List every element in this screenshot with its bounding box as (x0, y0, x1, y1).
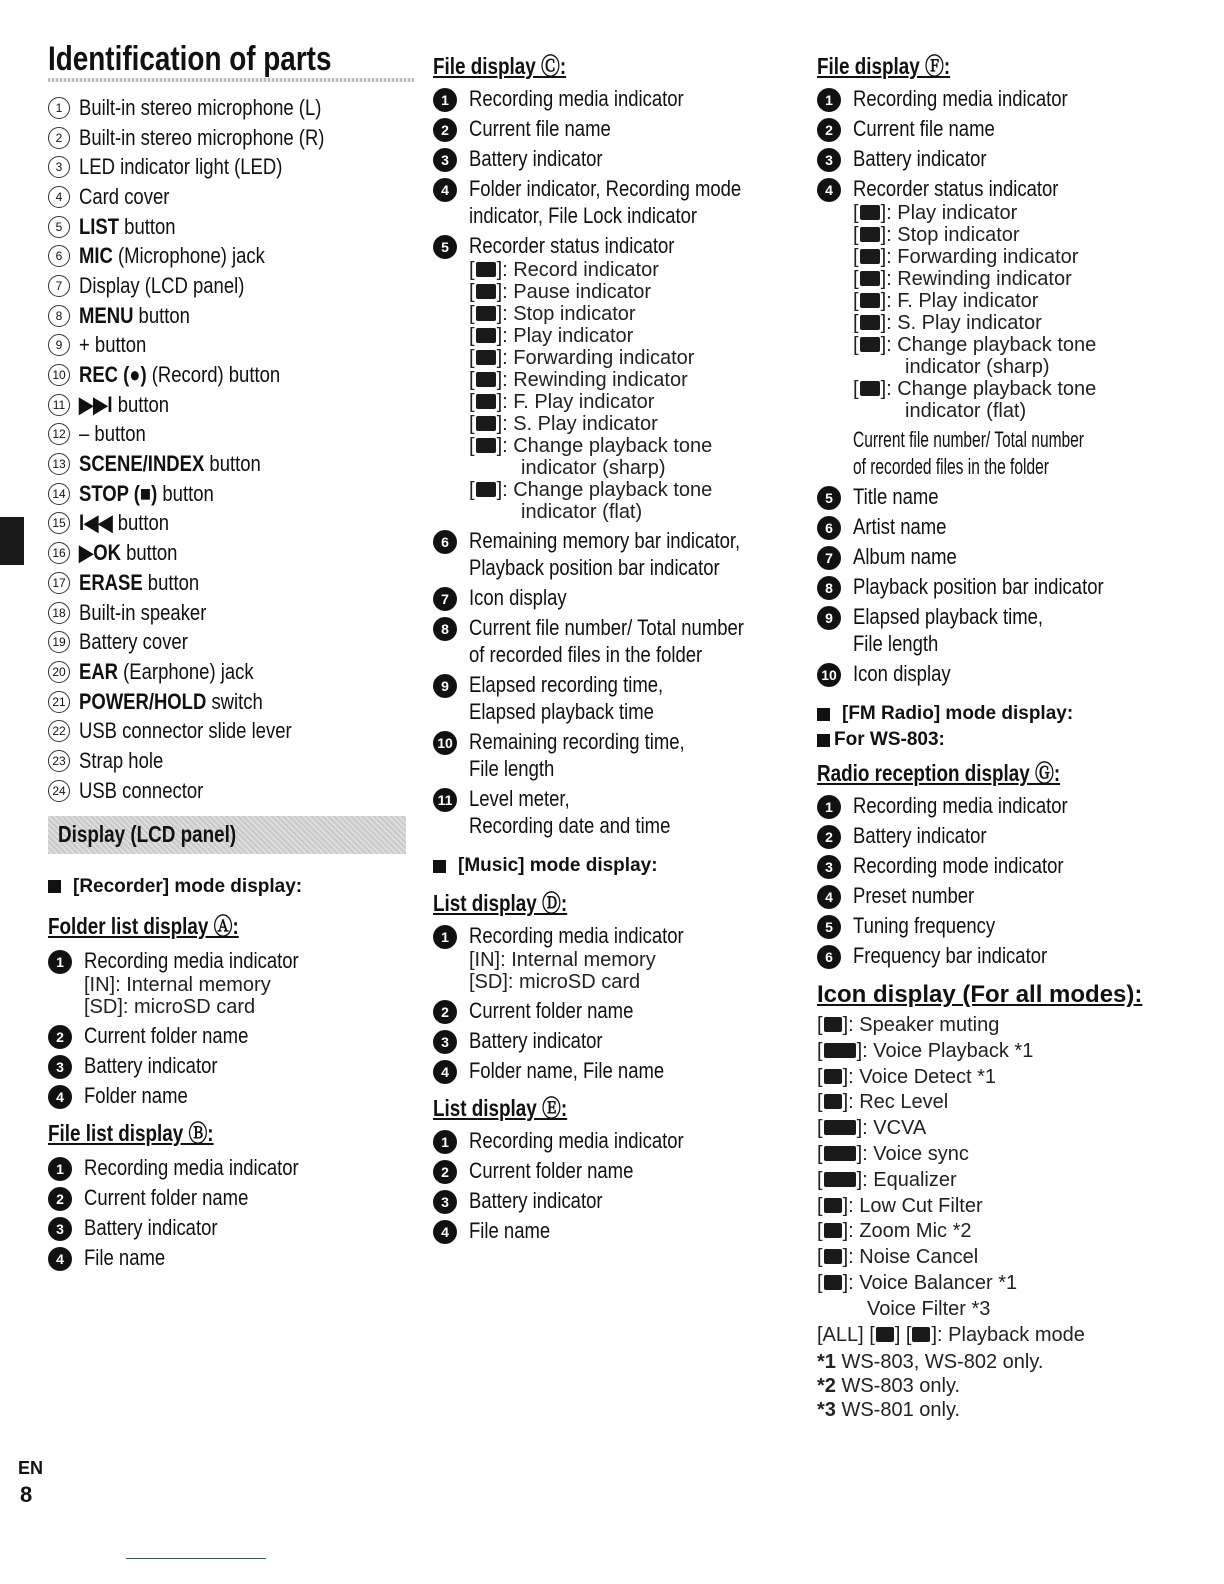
part-number-icon: 22 (48, 720, 70, 742)
part-number-icon: 15 (48, 512, 70, 534)
zoom-mic-icon (824, 1223, 842, 1238)
slow-play-icon (476, 416, 496, 431)
status-line: indicator (flat) (521, 501, 643, 523)
status-line: indicator (sharp) (521, 457, 666, 479)
part-item (48, 479, 414, 509)
status-line: indicator (sharp) (905, 356, 1050, 378)
low-cut-filter-icon (824, 1198, 842, 1213)
part-number-icon: 16 (48, 542, 70, 564)
part-item (48, 182, 414, 212)
file-display-f-items (817, 85, 1187, 687)
part-number-icon: 6 (48, 245, 70, 267)
part-item (48, 360, 414, 390)
list-item: 4 Recorder status indicator (817, 175, 1187, 202)
list-item: 4 File name (433, 1217, 793, 1244)
square-bullet-icon (817, 734, 830, 747)
section-tab-marker (0, 517, 24, 565)
list-item: 7 Album name (817, 543, 1187, 570)
rewind-icon (860, 271, 880, 286)
part-item (48, 776, 414, 806)
status-line: [ ]: Play indicator (853, 202, 1018, 224)
number-badge-icon: 6 (817, 945, 841, 969)
list-item: 1 Recording media indicator (433, 1127, 793, 1154)
page-number: 8 (20, 1482, 33, 1507)
part-item (48, 538, 414, 568)
list-item: 4 Folder indicator, Recording mode indicator, File Lock indicator (433, 175, 793, 229)
part-number-icon: 11 (48, 394, 70, 416)
fast-play-icon (860, 293, 880, 308)
icon-line: [ALL] [ ] [ ]: Playback mode (817, 1323, 1085, 1346)
list-item: 4 Preset number (817, 882, 1187, 909)
number-badge-icon: 8 (433, 617, 457, 641)
list-item: 1 Recording media indicator (433, 85, 793, 112)
list-item: 4 Folder name (48, 1082, 414, 1109)
media-indicator-line: [SD]: microSD card (469, 971, 641, 993)
part-number-icon: 21 (48, 691, 70, 713)
part-item (48, 657, 414, 687)
status-line: [ ]: Rewinding indicator (469, 369, 688, 391)
page-title: Identification of parts (48, 40, 414, 79)
status-line: [ ]: Stop indicator (469, 303, 636, 325)
status-line: [ ]: Change playback tone (469, 479, 713, 501)
part-label: Card cover (79, 183, 170, 209)
part-number-icon: 2 (48, 127, 70, 149)
vcva-icon (824, 1120, 856, 1135)
part-item (48, 301, 414, 331)
speaker-mute-icon (824, 1017, 842, 1032)
footer-line (126, 1558, 266, 1559)
footnote: *1 WS-803, WS-802 only. (817, 1351, 1044, 1374)
number-badge-icon: 2 (433, 1160, 457, 1184)
list-item: 3 Battery indicator (48, 1214, 414, 1241)
part-item (48, 509, 414, 539)
status-line: [ ]: Change playback tone (469, 435, 713, 457)
part-number-icon: 1 (48, 97, 70, 119)
number-badge-icon: 3 (433, 1030, 457, 1054)
list-item: 7 Icon display (433, 584, 793, 611)
part-number-icon: 14 (48, 483, 70, 505)
part-item (48, 152, 414, 182)
voice-sync-icon (824, 1146, 856, 1161)
icon-line: [ ]: Voice sync (817, 1142, 969, 1165)
part-item (48, 627, 414, 657)
tone-flat-icon (860, 381, 880, 396)
file-number-note: Current file number/ Total number of recorded files in the folder (853, 427, 1084, 479)
rewind-icon (476, 372, 496, 387)
radio-display-items (817, 792, 1187, 969)
folder-list-items (48, 947, 414, 1109)
part-number-icon: 5 (48, 216, 70, 238)
icon-line: [ ]: Zoom Mic *2 (817, 1220, 972, 1243)
column-right (817, 48, 1187, 1422)
number-badge-icon: 1 (48, 1157, 72, 1181)
status-line: indicator (flat) (905, 400, 1027, 422)
repeat-icon (876, 1327, 894, 1342)
part-label: MIC (Microphone) jack (79, 243, 265, 269)
status-line: [ ]: Stop indicator (853, 224, 1020, 246)
part-number-icon: 10 (48, 364, 70, 386)
square-bullet-icon (48, 880, 61, 893)
part-label: STOP (■) button (79, 480, 214, 506)
number-badge-icon: 4 (48, 1085, 72, 1109)
part-number-icon: 4 (48, 186, 70, 208)
number-badge-icon: 3 (48, 1055, 72, 1079)
icon-line: [ ]: Noise Cancel (817, 1246, 979, 1269)
part-label: ERASE button (79, 569, 200, 595)
part-label: USB connector slide lever (79, 718, 292, 744)
number-badge-icon: 9 (817, 606, 841, 630)
radio-display-title: Radio reception display Ⓖ: (817, 760, 1061, 786)
fast-play-icon (476, 394, 496, 409)
list-item: 1 Recording media indicator (817, 792, 1187, 819)
list-item: 2 Battery indicator (817, 822, 1187, 849)
voice-detect-icon (824, 1069, 842, 1084)
icon-line: [ ]: Rec Level (817, 1091, 949, 1114)
number-badge-icon: 4 (817, 885, 841, 909)
number-badge-icon: 3 (433, 148, 457, 172)
status-line: [ ]: F. Play indicator (469, 391, 655, 413)
number-badge-icon: 2 (817, 118, 841, 142)
part-label: Strap hole (79, 747, 164, 773)
number-badge-icon: 7 (433, 587, 457, 611)
column-left (48, 40, 414, 1271)
recorder-mode-heading: [Recorder] mode display: (48, 876, 414, 898)
list-item: 8 Playback position bar indicator (817, 573, 1187, 600)
status-line: [ ]: Play indicator (469, 325, 634, 347)
part-label: Built-in speaker (79, 599, 207, 625)
part-label: SCENE/INDEX button (79, 451, 261, 477)
list-display-d-items (433, 922, 793, 1084)
number-badge-icon: 11 (433, 788, 457, 812)
record-icon (476, 262, 496, 277)
media-indicator-line: [IN]: Internal memory (469, 949, 656, 971)
list-item: 3 Battery indicator (433, 1187, 793, 1214)
icon-line: Voice Filter *3 (867, 1297, 991, 1320)
number-badge-icon: 9 (433, 674, 457, 698)
number-badge-icon: 1 (48, 950, 72, 974)
number-badge-icon: 4 (433, 178, 457, 202)
part-number-icon: 23 (48, 750, 70, 772)
list-item: 1 Recording media indicator (433, 922, 793, 949)
file-list-items (48, 1154, 414, 1271)
icon-display-title: Icon display (For all modes): (817, 981, 1143, 1008)
part-number-icon: 20 (48, 661, 70, 683)
list-item: 2 Current folder name (48, 1022, 414, 1049)
status-line: [ ]: S. Play indicator (853, 312, 1042, 334)
number-badge-icon: 3 (433, 1190, 457, 1214)
list-item: 1 Recording media indicator (48, 1154, 414, 1181)
part-item (48, 598, 414, 628)
part-label: I◀◀ button (79, 510, 170, 536)
number-badge-icon: 8 (817, 576, 841, 600)
display-heading: Display (LCD panel) (48, 816, 406, 854)
rec-level-icon (824, 1094, 842, 1109)
parts-list (48, 93, 414, 806)
part-label: – button (79, 421, 146, 447)
number-badge-icon: 2 (817, 825, 841, 849)
list-item: 2 Current file name (817, 115, 1187, 142)
voice-balancer-icon (824, 1275, 842, 1290)
part-item (48, 331, 414, 361)
number-badge-icon: 1 (433, 88, 457, 112)
part-number-icon: 13 (48, 453, 70, 475)
playback-mode-icon (912, 1327, 930, 1342)
fm-mode-heading: [FM Radio] mode display: (817, 703, 1187, 725)
part-item (48, 241, 414, 271)
list-item: 5 Recorder status indicator (433, 232, 793, 259)
status-indicator-list (817, 202, 1187, 422)
file-list-title: File list display Ⓑ: (48, 1119, 214, 1146)
number-badge-icon: 3 (48, 1217, 72, 1241)
icon-line: [ ]: VCVA (817, 1117, 927, 1140)
footnotes (817, 1350, 1187, 1422)
list-item: 6 Artist name (817, 513, 1187, 540)
status-indicator-list (433, 259, 793, 523)
number-badge-icon: 4 (48, 1247, 72, 1271)
forward-icon (476, 350, 496, 365)
status-line: [ ]: F. Play indicator (853, 290, 1039, 312)
part-label: + button (79, 332, 147, 358)
list-item: 2 Current folder name (433, 997, 793, 1024)
part-item (48, 687, 414, 717)
number-badge-icon: 2 (48, 1025, 72, 1049)
number-badge-icon: 3 (817, 148, 841, 172)
list-display-d-title: List display Ⓓ: (433, 890, 568, 916)
part-item (48, 212, 414, 242)
part-label: REC (●) (Record) button (79, 362, 281, 388)
part-item (48, 390, 414, 420)
number-badge-icon: 4 (817, 178, 841, 202)
part-label: MENU button (79, 302, 190, 328)
number-badge-icon: 5 (817, 486, 841, 510)
part-label: EAR (Earphone) jack (79, 658, 254, 684)
list-item: 3 Battery indicator (433, 145, 793, 172)
part-label: Battery cover (79, 629, 188, 655)
part-item (48, 568, 414, 598)
list-item: 9 Elapsed recording time, Elapsed playback time (433, 671, 793, 725)
part-label: ▶OK button (79, 540, 178, 566)
part-item (48, 93, 414, 123)
list-item: 2 Current folder name (433, 1157, 793, 1184)
status-line: [ ]: Record indicator (469, 259, 659, 281)
part-number-icon: 9 (48, 334, 70, 356)
stop-icon (476, 306, 496, 321)
status-line: [ ]: Change playback tone (853, 378, 1097, 400)
status-line: [ ]: Forwarding indicator (469, 347, 695, 369)
voice-playback-icon (824, 1043, 856, 1058)
list-item: 6 Frequency bar indicator (817, 942, 1187, 969)
list-item: 8 Current file number/ Total number of recorded files in the folder (433, 614, 793, 668)
tone-sharp-icon (476, 438, 496, 453)
square-bullet-icon (817, 708, 830, 721)
part-number-icon: 18 (48, 602, 70, 624)
list-item: 3 Battery indicator (817, 145, 1187, 172)
list-item: 3 Recording mode indicator (817, 852, 1187, 879)
language-label: EN (18, 1458, 44, 1478)
list-item: 2 Current folder name (48, 1184, 414, 1211)
noise-cancel-icon (824, 1249, 842, 1264)
number-badge-icon: 7 (817, 546, 841, 570)
list-item: 9 Elapsed playback time, File length (817, 603, 1187, 657)
list-item: 11 Level meter, Recording date and time (433, 785, 793, 839)
file-display-f-title: File display Ⓕ: (817, 53, 951, 79)
part-label: POWER/HOLD switch (79, 688, 263, 714)
part-label: ▶▶I button (79, 391, 170, 417)
part-item (48, 420, 414, 450)
list-display-e-items (433, 1127, 793, 1244)
part-number-icon: 8 (48, 305, 70, 327)
footnote: *3 WS-801 only. (817, 1399, 961, 1422)
column-middle (433, 48, 793, 1244)
list-item: 3 Battery indicator (433, 1027, 793, 1054)
number-badge-icon: 2 (48, 1187, 72, 1211)
status-line: [ ]: Rewinding indicator (853, 268, 1072, 290)
footnote: *2 WS-803 only. (817, 1375, 961, 1398)
part-label: LED indicator light (LED) (79, 154, 283, 180)
pause-icon (476, 284, 496, 299)
number-badge-icon: 1 (433, 925, 457, 949)
icon-display-list (817, 1013, 1187, 1348)
number-badge-icon: 5 (433, 235, 457, 259)
media-indicator-line: [IN]: Internal memory (84, 973, 271, 996)
list-item: 10 Remaining recording time, File length (433, 728, 793, 782)
number-badge-icon: 1 (433, 1130, 457, 1154)
number-badge-icon: 10 (433, 731, 457, 755)
status-line: [ ]: S. Play indicator (469, 413, 658, 435)
number-badge-icon: 1 (817, 88, 841, 112)
square-bullet-icon (433, 860, 446, 873)
play-icon (860, 205, 880, 220)
list-item: 1 Recording media indicator (817, 85, 1187, 112)
number-badge-icon: 6 (433, 530, 457, 554)
icon-line: [ ]: Voice Playback *1 (817, 1039, 1034, 1062)
tone-flat-icon (476, 482, 496, 497)
part-item (48, 123, 414, 153)
number-badge-icon: 10 (817, 663, 841, 687)
media-indicator-line: [SD]: microSD card (84, 995, 256, 1018)
number-badge-icon: 4 (433, 1060, 457, 1084)
list-item: 3 Battery indicator (48, 1052, 414, 1079)
equalizer-icon (824, 1172, 856, 1187)
fm-model-note: For WS-803: (817, 729, 1187, 751)
list-item: 5 Tuning frequency (817, 912, 1187, 939)
number-badge-icon: 4 (433, 1220, 457, 1244)
music-mode-heading: [Music] mode display: (433, 855, 793, 877)
number-badge-icon: 3 (817, 855, 841, 879)
list-item: 6 Remaining memory bar indicator, Playback position bar indicator (433, 527, 793, 581)
list-item: 10 Icon display (817, 660, 1187, 687)
file-display-c-title: File display Ⓒ: (433, 53, 567, 79)
part-label: USB connector (79, 777, 204, 803)
part-item (48, 746, 414, 776)
number-badge-icon: 2 (433, 1000, 457, 1024)
part-item (48, 271, 414, 301)
part-number-icon: 3 (48, 156, 70, 178)
part-number-icon: 12 (48, 423, 70, 445)
part-label: LIST button (79, 213, 176, 239)
icon-line: [ ]: Voice Detect *1 (817, 1065, 996, 1088)
part-number-icon: 24 (48, 780, 70, 802)
forward-icon (860, 249, 880, 264)
number-badge-icon: 6 (817, 516, 841, 540)
part-number-icon: 19 (48, 631, 70, 653)
icon-line: [ ]: Low Cut Filter (817, 1194, 983, 1217)
part-label: Built-in stereo microphone (L) (79, 94, 322, 120)
part-item (48, 449, 414, 479)
tone-sharp-icon (860, 337, 880, 352)
part-number-icon: 17 (48, 572, 70, 594)
file-display-c-items (433, 85, 793, 839)
stop-icon (860, 227, 880, 242)
slow-play-icon (860, 315, 880, 330)
list-item: 1 Recording media indicator (48, 947, 414, 974)
status-line: [ ]: Pause indicator (469, 281, 652, 303)
list-display-e-title: List display Ⓔ: (433, 1095, 568, 1121)
part-item (48, 716, 414, 746)
icon-line: [ ]: Equalizer (817, 1168, 957, 1191)
play-icon (476, 328, 496, 343)
folder-list-title: Folder list display Ⓐ: (48, 912, 239, 939)
icon-line: [ ]: Voice Balancer *1 (817, 1271, 1018, 1294)
number-badge-icon: 1 (817, 795, 841, 819)
number-badge-icon: 2 (433, 118, 457, 142)
list-item: 4 Folder name, File name (433, 1057, 793, 1084)
status-line: [ ]: Forwarding indicator (853, 246, 1079, 268)
status-line: [ ]: Change playback tone (853, 334, 1097, 356)
number-badge-icon: 5 (817, 915, 841, 939)
part-label: Built-in stereo microphone (R) (79, 124, 325, 150)
list-item: 2 Current file name (433, 115, 793, 142)
icon-line: [ ]: Speaker muting (817, 1014, 1000, 1036)
list-item: 5 Title name (817, 483, 1187, 510)
part-label: Display (LCD panel) (79, 272, 245, 298)
part-number-icon: 7 (48, 275, 70, 297)
list-item: 4 File name (48, 1244, 414, 1271)
